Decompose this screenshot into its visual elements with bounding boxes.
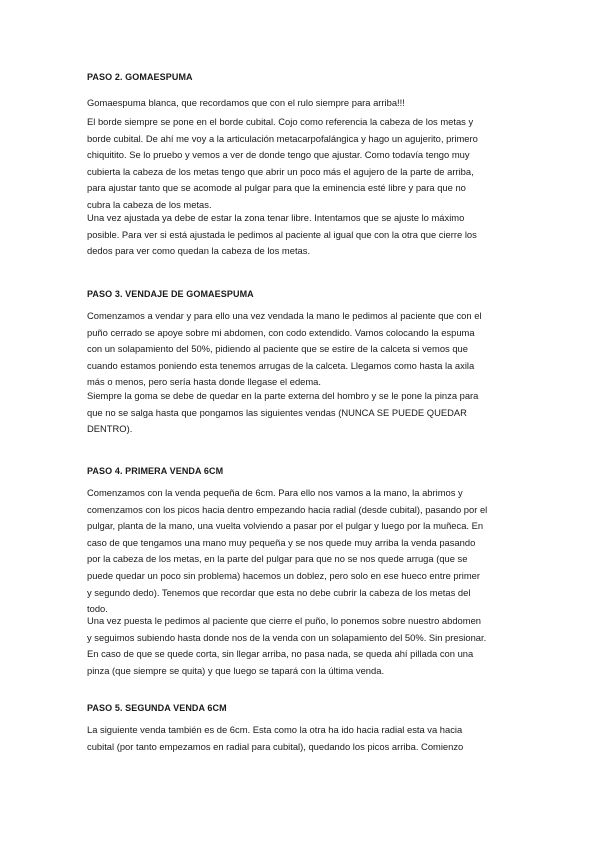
text-line: cubra la cabeza de los metas. [87, 198, 212, 210]
text-line: El borde siempre se pone en el borde cubital. Cojo como referencia la cabeza de los metas y [87, 116, 474, 127]
text-line: Comenzamos con la venda pequeña de 6cm. Para ello nos vamos a la mano, la abrimos y [87, 487, 463, 498]
text-line: Una vez ajustada ya debe de estar la zona tenar libre. Intentamos que se ajuste lo máximo [87, 212, 465, 223]
text-line: caso de que tengamos una mano muy pequeña y se nos quede muy arriba la venda pasando [87, 536, 476, 548]
text-line: Comenzamos a vendar y para ello una vez vendada la mano le pedimos al paciente que con el [87, 310, 482, 321]
text-line: que no se salga hasta que pongamos las siguientes vendas (NUNCA SE PUEDE QUEDAR [87, 406, 467, 418]
text-line: dedos para ver como quedan la cabeza de los metas. [87, 245, 311, 257]
text-line: para ajustar tanto que se acomode al pulgar para que la eminencia esté libre y para que no [87, 182, 466, 194]
text-line: Gomaespuma blanca, que recordamos que con el rulo siempre para arriba!!! [87, 97, 405, 108]
text-line: cubierta la cabeza de los metas tengo que abrir un poco más el agujero de la parte de arriba, [87, 165, 474, 177]
section-heading-paso-5: PASO 5. SEGUNDA VENDA 6CM [87, 703, 227, 713]
paragraph [87, 388, 527, 438]
paragraph [87, 114, 527, 214]
text-line: cuando estamos poniendo esta tenemos arrugas de la calceta. Llegamos como hasta la axila [87, 359, 475, 371]
text-line: En caso de que se quede corta, sin llegar arriba, no pasa nada, se queda ahí pillada con una [87, 648, 474, 660]
text-line: y segundo dedo). Tenemos que recordar que esta no debe cubrir la cabeza de los metas del [87, 586, 471, 598]
text-line: La siguiente venda también es de 6cm. Esta como la otra ha ido hacia radial esta va hacia [87, 724, 463, 735]
text-line: con un solapamiento del 50%, pidiendo al paciente que se estire de la calceta si vemos que [87, 343, 468, 355]
text-line: pulgar, planta de la mano, una vuelta volviendo a pasar por el pulgar y luego por la muñeca. En [87, 520, 484, 532]
paragraph [87, 210, 527, 260]
paragraph [87, 95, 527, 112]
text-line: todo. [87, 603, 108, 615]
text-line: más o menos, pero sería hasta donde llegase el edema. [87, 376, 321, 388]
paragraph [87, 613, 527, 679]
text-line: posible. Para ver si está ajustada le pedimos al paciente al igual que con la otra que cierre los [87, 228, 477, 240]
text-line: puede quedar un poco sin problema) hacemos un doblez, pero solo en ese hueco entre primer [87, 569, 480, 581]
text-line: Una vez puesta le pedimos al paciente que cierre el puño, lo ponemos sobre nuestro abdomen [87, 615, 481, 626]
text-line: borde cubital. De ahí me voy a la articulación metacarpofalángica y hago un agujerito, primero [87, 132, 478, 144]
section-heading-paso-4: PASO 4. PRIMERA VENDA 6CM [87, 466, 224, 476]
text-line: comenzamos con los picos hacia dentro empezando hacia radial (desde cubital), pasando por el [87, 503, 488, 515]
section-heading-paso-3: PASO 3. VENDAJE DE GOMAESPUMA [87, 289, 254, 299]
text-line: Siempre la goma se debe de quedar en la parte externa del hombro y se le pone la pinza para [87, 390, 479, 401]
text-line: pinza (que siempre se quita) y que luego se tapará con la última venda. [87, 664, 385, 676]
text-line: y seguimos subiendo hasta donde nos de la venda con un solapamiento del 50%. Sin presionar. [87, 631, 487, 643]
paragraph [87, 308, 527, 391]
text-line: chiquitito. Se lo pruebo y vemos a ver de donde tengo que ajustar. Como todavía tengo muy [87, 149, 470, 161]
paragraph [87, 485, 527, 618]
paragraph [87, 722, 527, 755]
text-line: cubital (por tanto empezamos en radial para cubital), quedando los picos arriba. Comienzo [87, 740, 464, 752]
text-line: por la cabeza de los metas, en la parte del pulgar para que no se nos quede arruga (que se [87, 553, 468, 565]
text-line: puño cerrado se apoye sobre mi abdomen, con codo extendido. Vamos colocando la espuma [87, 326, 475, 338]
section-heading-paso-2: PASO 2. GOMAESPUMA [87, 72, 193, 82]
text-line: DENTRO). [87, 423, 133, 435]
